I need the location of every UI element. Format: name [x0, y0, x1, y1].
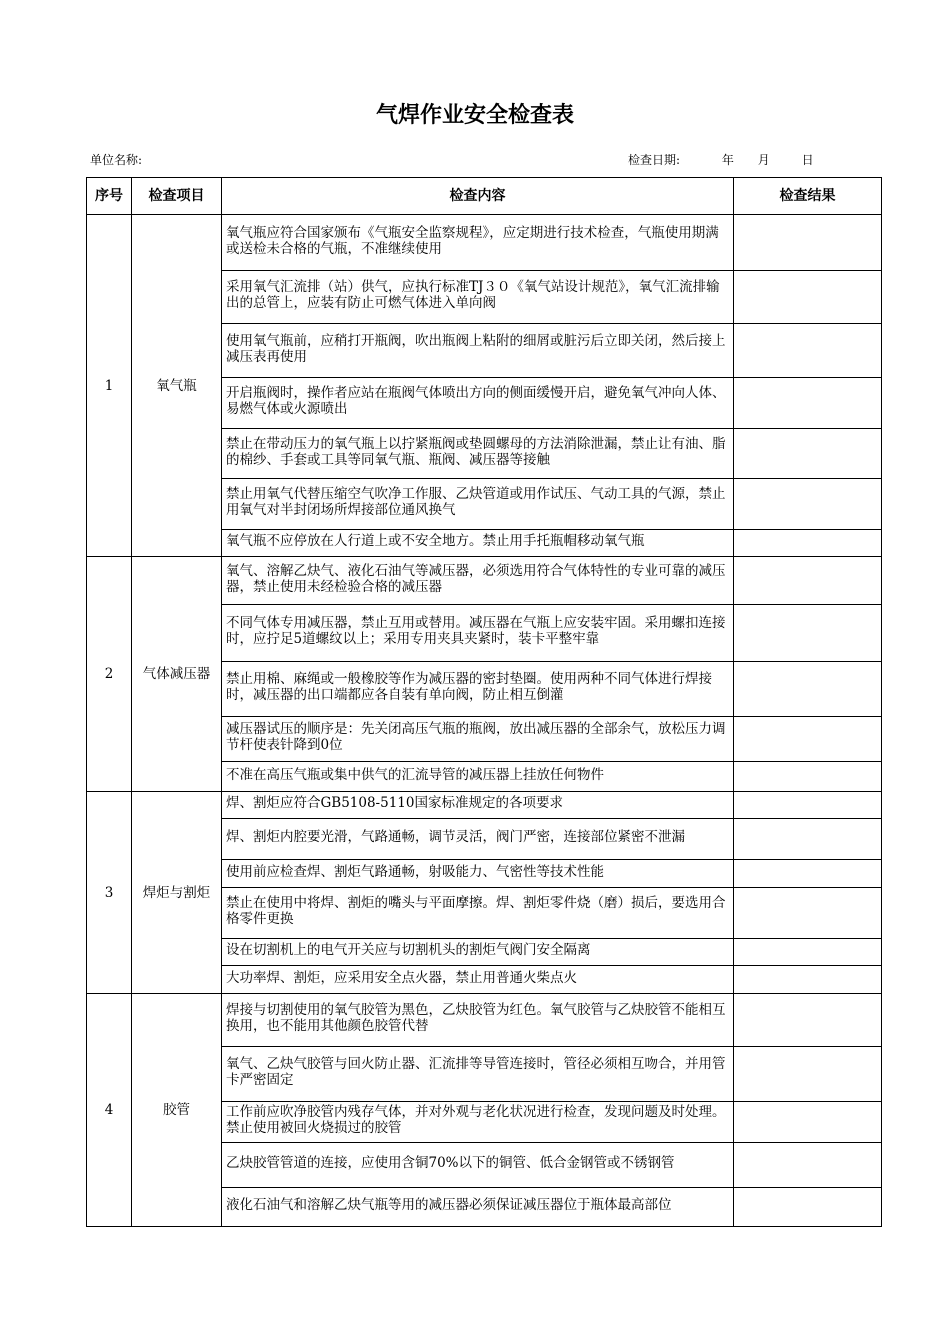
inspection-result-cell[interactable] — [734, 1047, 882, 1102]
inspection-result-cell[interactable] — [734, 819, 882, 860]
inspection-content: 设在切割机上的电气开关应与切割机头的割炬气阀门安全隔离 — [222, 939, 734, 966]
section-item: 胶管 — [132, 994, 222, 1227]
inspection-result-cell[interactable] — [734, 994, 882, 1047]
inspection-result-cell[interactable] — [734, 429, 882, 479]
inspection-result-cell[interactable] — [734, 530, 882, 557]
table-row — [87, 994, 882, 1047]
date-month: 月 — [757, 153, 770, 167]
inspection-content: 焊、割炬内腔要光滑，气路通畅，调节灵活，阀门严密，连接部位紧密不泄漏 — [222, 819, 734, 860]
date-day: 日 — [801, 153, 814, 167]
inspection-result-cell[interactable] — [734, 1143, 882, 1188]
inspection-content: 不准在高压气瓶或集中供气的汇流导管的减压器上挂放任何物件 — [222, 762, 734, 792]
header-item: 检查项目 — [132, 178, 222, 215]
inspection-content: 液化石油气和溶解乙炔气瓶等用的减压器必须保证减压器位于瓶体最高部位 — [222, 1188, 734, 1227]
inspection-result-cell[interactable] — [734, 271, 882, 324]
inspection-content: 乙炔胶管管道的连接，应使用含铜70%以下的铜管、低合金钢管或不锈钢管 — [222, 1143, 734, 1188]
table-row — [87, 557, 882, 605]
inspection-content: 禁止在带动压力的氧气瓶上以拧紧瓶阀或垫圆螺母的方法消除泄漏，禁止让有油、脂的棉纱、手套或工具等同氧气瓶、瓶阀、减压器等接触 — [222, 429, 734, 479]
inspection-result-cell[interactable] — [734, 557, 882, 605]
inspection-content: 氧气瓶应符合国家颁布《气瓶安全监察规程》，应定期进行技术检查，气瓶使用期满或送检未合格的气瓶，不准继续使用 — [222, 215, 734, 271]
inspection-content: 开启瓶阀时，操作者应站在瓶阀气体喷出方向的侧面缓慢开启，避免氧气冲向人体、易燃气体或火源喷出 — [222, 378, 734, 429]
inspection-result-cell[interactable] — [734, 605, 882, 662]
inspection-result-cell[interactable] — [734, 860, 882, 888]
section-number: 2 — [87, 557, 132, 792]
inspection-result-cell[interactable] — [734, 324, 882, 378]
inspection-result-cell[interactable] — [734, 662, 882, 717]
inspection-result-cell[interactable] — [734, 717, 882, 762]
header-no: 序号 — [87, 178, 132, 215]
inspection-content: 焊接与切割使用的氧气胶管为黑色，乙炔胶管为红色。氧气胶管与乙炔胶管不能相互换用，也不能用其他颜色胶管代替 — [222, 994, 734, 1047]
inspection-result-cell[interactable] — [734, 888, 882, 939]
inspection-content: 大功率焊、割炬，应采用安全点火器，禁止用普通火柴点火 — [222, 966, 734, 994]
inspection-content: 氧气、乙炔气胶管与回火防止器、汇流排等导管连接时，管径必须相互吻合，并用管卡严密固定 — [222, 1047, 734, 1102]
section-item: 氧气瓶 — [132, 215, 222, 557]
inspection-content: 焊、割炬应符合GB5108-5110国家标准规定的各项要求 — [222, 792, 734, 819]
inspection-result-cell[interactable] — [734, 939, 882, 966]
page-title: 气焊作业安全检查表 — [375, 103, 574, 128]
inspection-result-cell[interactable] — [734, 966, 882, 994]
header-content: 检查内容 — [222, 178, 734, 215]
inspection-table — [86, 177, 882, 1227]
inspection-date — [628, 151, 824, 168]
inspection-content: 禁止用棉、麻绳或一般橡胶等作为减压器的密封垫圈。使用两种不同气体进行焊接时，减压器的出口端都应各自装有单向阀，防止相互倒灌 — [222, 662, 734, 717]
inspection-result-cell[interactable] — [734, 479, 882, 530]
section-number: 3 — [87, 792, 132, 994]
inspection-content: 氧气瓶不应停放在人行道上或不安全地方。禁止用手托瓶帽移动氧气瓶 — [222, 530, 734, 557]
inspection-result-cell[interactable] — [734, 215, 882, 271]
inspection-content: 减压器试压的顺序是：先关闭高压气瓶的瓶阀，放出减压器的全部余气，放松压力调节杆使表针降到0位 — [222, 717, 734, 762]
inspection-content: 工作前应吹净胶管内残存气体，并对外观与老化状况进行检查，发现问题及时处理。禁止使用被回火烧损过的胶管 — [222, 1102, 734, 1143]
inspection-result-cell[interactable] — [734, 378, 882, 429]
inspection-content: 使用前应检查焊、割炬气路通畅，射吸能力、气密性等技术性能 — [222, 860, 734, 888]
inspection-content: 采用氧气汇流排（站）供气，应执行标准TJ３０《氧气站设计规范》，氧气汇流排输出的总管上，应装有防止可燃气体进入单向阀 — [222, 271, 734, 324]
inspection-content: 不同气体专用减压器，禁止互用或替用。减压器在气瓶上应安装牢固。采用螺扣连接时，应拧足5道螺纹以上；采用专用夹具夹紧时，装卡平整牢靠 — [222, 605, 734, 662]
unit-name-label: 单位名称: — [90, 153, 143, 167]
inspection-result-cell[interactable] — [734, 762, 882, 792]
section-number: 4 — [87, 994, 132, 1227]
inspection-content: 禁止用氧气代替压缩空气吹净工作服、乙炔管道或用作试压、气动工具的气源，禁止用氧气对半封闭场所焊接部位通风换气 — [222, 479, 734, 530]
header-result: 检查结果 — [734, 178, 882, 215]
inspection-result-cell[interactable] — [734, 1102, 882, 1143]
inspection-content: 使用氧气瓶前，应稍打开瓶阀，吹出瓶阀上粘附的细屑或脏污后立即关闭，然后接上减压表再使用 — [222, 324, 734, 378]
inspection-result-cell[interactable] — [734, 1188, 882, 1227]
inspection-content: 禁止在使用中将焊、割炬的嘴头与平面摩擦。焊、割炬零件烧（磨）损后，要选用合格零件更换 — [222, 888, 734, 939]
section-item: 气体减压器 — [132, 557, 222, 792]
date-year: 年 — [721, 153, 734, 167]
inspection-result-cell[interactable] — [734, 792, 882, 819]
table-header-row — [87, 178, 882, 215]
section-number: 1 — [87, 215, 132, 557]
date-label: 检查日期: — [628, 153, 681, 167]
table-row — [87, 215, 882, 271]
table-row — [87, 792, 882, 819]
inspection-content: 氧气、溶解乙炔气、液化石油气等减压器，必须选用符合气体特性的专业可靠的减压器，禁止使用未经检验合格的减压器 — [222, 557, 734, 605]
section-item: 焊炬与割炬 — [132, 792, 222, 994]
